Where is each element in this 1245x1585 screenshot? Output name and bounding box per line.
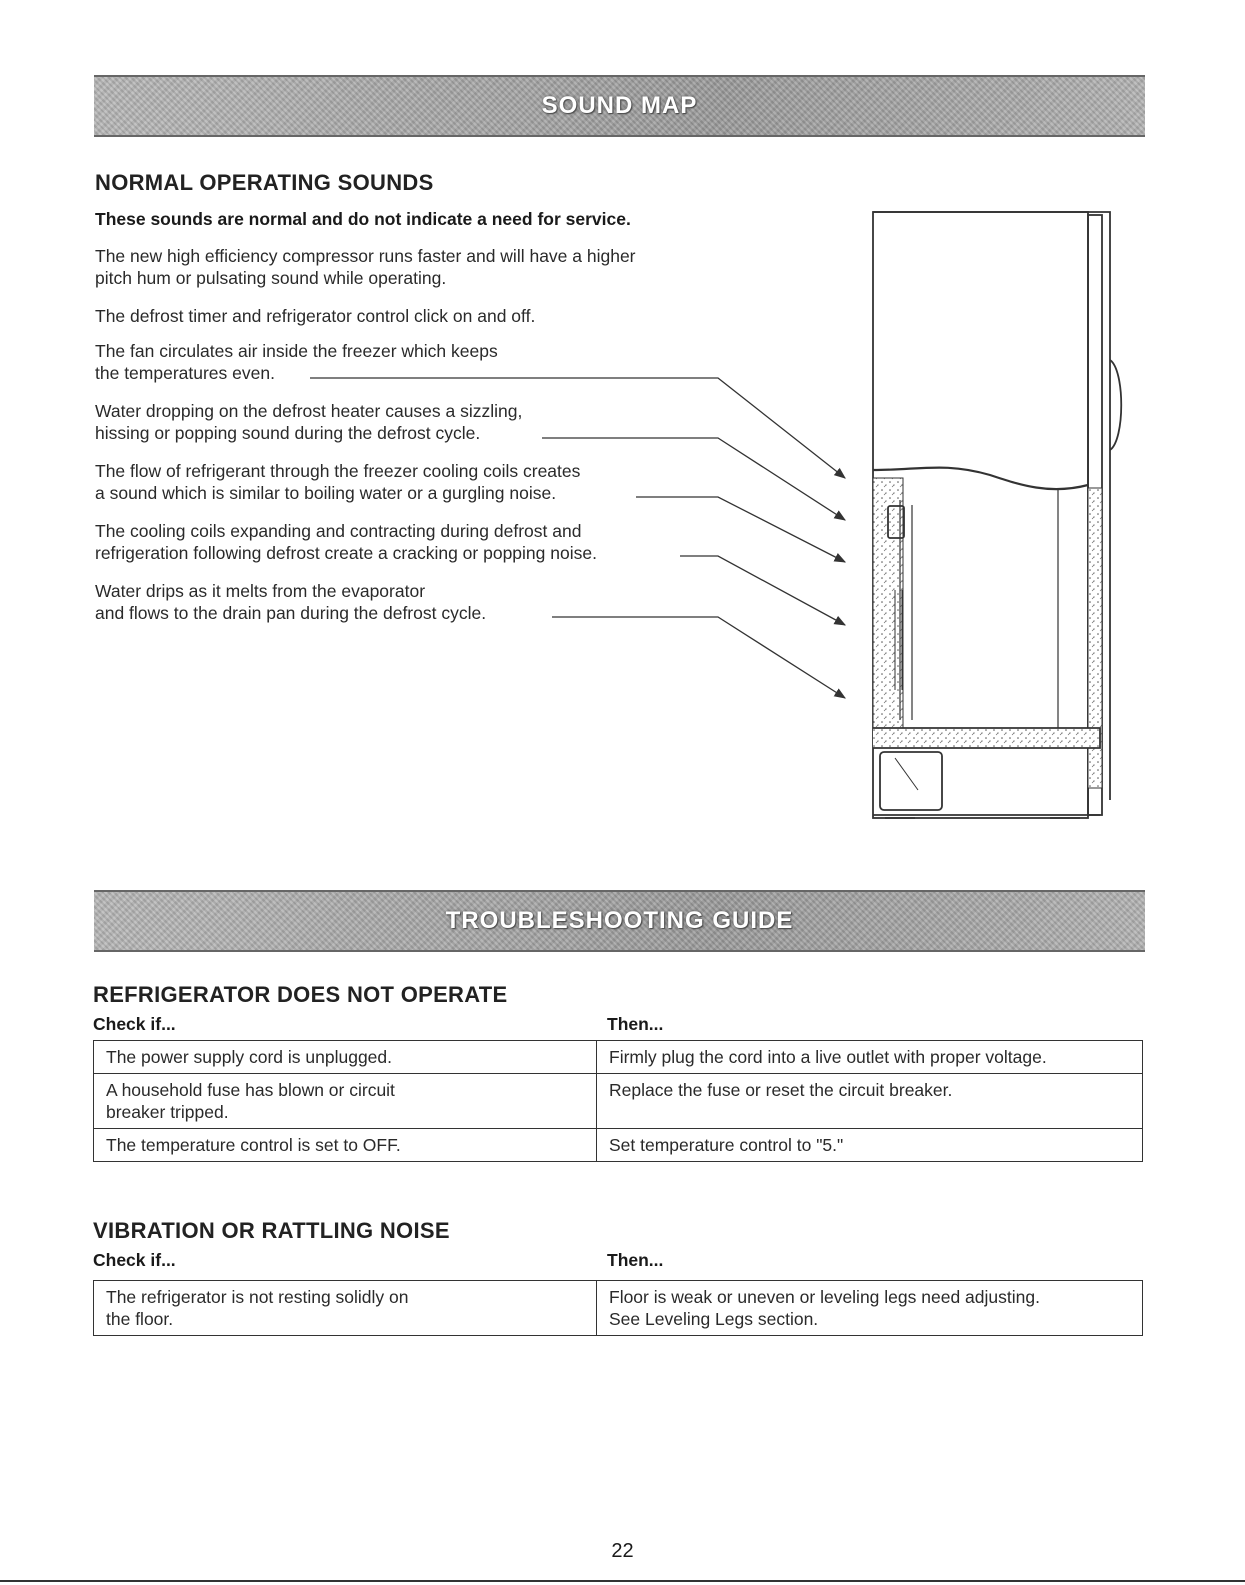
- sound-item: [95, 305, 735, 327]
- section-heading: REFRIGERATOR DOES NOT OPERATE: [93, 982, 508, 1007]
- sound-map-title: SOUND MAP: [541, 92, 698, 119]
- check-cell: [94, 1281, 597, 1336]
- sound-item-line: the temperatures even.: [95, 363, 275, 383]
- sound-map-banner: [94, 75, 1145, 137]
- sound-item-line: and flows to the drain pan during the defrost cycle.: [95, 603, 487, 623]
- normal-sounds-subheading: These sounds are normal and do not indicate a need for service.: [95, 209, 631, 229]
- table-row: [94, 1129, 1143, 1162]
- check-column-label: Check if...: [93, 1250, 176, 1270]
- sound-item-line: pitch hum or pulsating sound while operating.: [95, 268, 447, 288]
- leader-line-drain: [552, 617, 845, 698]
- troubleshooting-title: TROUBLESHOOTING GUIDE: [445, 907, 794, 934]
- sound-item-line: Water drips as it melts from the evaporator: [95, 581, 426, 601]
- sound-item-line: The flow of refrigerant through the freezer cooling coils creates: [95, 461, 581, 481]
- then-cell: Replace the fuse or reset the circuit breaker.: [597, 1074, 1143, 1129]
- troubleshooting-table: [93, 1280, 1143, 1336]
- sound-item-line: Water dropping on the defrost heater causes a sizzling,: [95, 401, 523, 421]
- troubleshooting-table: [93, 1040, 1143, 1162]
- sound-item: [95, 580, 735, 624]
- table-row: [94, 1074, 1143, 1129]
- troubleshooting-banner: [94, 890, 1145, 952]
- sound-item-line: a sound which is similar to boiling water or a gurgling noise.: [95, 483, 557, 503]
- sound-item: [95, 460, 735, 504]
- check-cell: [94, 1074, 597, 1129]
- sound-item-line: The defrost timer and refrigerator control click on and off.: [95, 306, 536, 326]
- then-line: See Leveling Legs section.: [609, 1309, 819, 1329]
- sound-item: [95, 400, 735, 444]
- then-column-label: Then...: [607, 1250, 664, 1270]
- check-line: The refrigerator is not resting solidly on: [106, 1287, 409, 1307]
- sound-item-line: hissing or popping sound during the defrost cycle.: [95, 423, 481, 443]
- normal-sounds-heading: NORMAL OPERATING SOUNDS: [95, 170, 434, 195]
- sound-item: [95, 245, 735, 289]
- section-heading: VIBRATION OR RATTLING NOISE: [93, 1218, 450, 1243]
- check-line: breaker tripped.: [106, 1102, 229, 1122]
- check-cell: The temperature control is set to OFF.: [94, 1129, 597, 1162]
- check-line: A household fuse has blown or circuit: [106, 1080, 395, 1100]
- sound-item: [95, 340, 735, 384]
- sound-item-line: refrigeration following defrost create a cracking or popping noise.: [95, 543, 597, 563]
- bottom-rule: [0, 1580, 1245, 1582]
- then-cell: Set temperature control to "5.": [597, 1129, 1143, 1162]
- sound-item-line: The cooling coils expanding and contracting during defrost and: [95, 521, 582, 541]
- then-line: Floor is weak or uneven or leveling legs need adjusting.: [609, 1287, 1040, 1307]
- page-number: 22: [611, 1540, 634, 1562]
- table-row: [94, 1281, 1143, 1336]
- check-cell: The power supply cord is unplugged.: [94, 1041, 597, 1074]
- then-cell: [597, 1281, 1143, 1336]
- sound-item: [95, 520, 735, 564]
- sound-item-line: The new high efficiency compressor runs faster and will have a higher: [95, 246, 636, 266]
- table-row: [94, 1041, 1143, 1074]
- refrigerator-drawing: [873, 212, 1121, 818]
- check-column-label: Check if...: [93, 1014, 176, 1034]
- then-cell: Firmly plug the cord into a live outlet with proper voltage.: [597, 1041, 1143, 1074]
- check-line: the floor.: [106, 1309, 174, 1329]
- then-column-label: Then...: [607, 1014, 664, 1034]
- sound-item-line: The fan circulates air inside the freezer which keeps: [95, 341, 498, 361]
